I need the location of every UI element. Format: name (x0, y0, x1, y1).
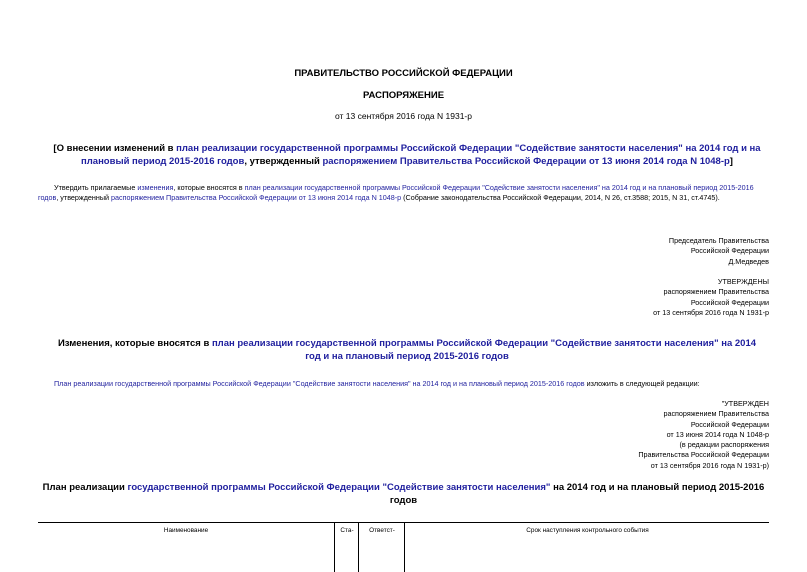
plan-table-header (38, 522, 769, 572)
doc-date: от 13 сентября 2016 года N 1931-р (335, 111, 472, 121)
approved-line: Российской Федерации (690, 297, 769, 307)
doc-type: РАСПОРЯЖЕНИЕ (362, 90, 445, 101)
approved-line: (в редакции распоряжения (679, 440, 769, 450)
changes-para-suffix: изложить в следующей редакции: (584, 379, 700, 388)
approved-line: УТВЕРЖДЕНЫ (717, 277, 769, 286)
table-header-label: Ста- (340, 527, 354, 534)
table-header-deadline (404, 523, 770, 572)
changes-plan-link[interactable]: План реализации государственной программы Российской Федерации "Содействие занятости населения" на 2014 год и на плановый период 2015-2016 годов (54, 379, 585, 388)
plan-title-prefix: План реализации (42, 482, 128, 493)
document-title (52, 142, 762, 168)
body-text-4: (Собрание законодательства Российской Федерации, 2014, N 26, ст.3588; 2015, N 31, ст.4745). (401, 193, 720, 202)
order-link[interactable]: распоряжением Правительства Российской Федерации от 13 июня 2014 года N 1048-р (111, 193, 402, 202)
body-text-3: , утвержденный (56, 193, 112, 202)
approved-block (653, 277, 769, 318)
approved-line: от 13 июня 2014 года N 1048-р (666, 429, 769, 439)
approved-line: "УТВЕРЖДЕН (721, 399, 769, 408)
plan-title-suffix: на 2014 год и на плановый период 2015-2016 годов (389, 482, 765, 506)
approved-line: распоряжением Правительства (663, 409, 769, 419)
changes-link[interactable]: изменения (137, 183, 174, 192)
signature-line: Российской Федерации (690, 246, 769, 256)
title-suffix: ] (729, 156, 733, 167)
title-middle: , утвержденный (244, 156, 323, 167)
approved-redaction-block (638, 399, 769, 471)
changes-paragraph (38, 379, 769, 389)
title-prefix: [О внесении изменений в (53, 143, 177, 154)
approved-line: от 13 сентября 2016 года N 1931-р) (650, 460, 769, 470)
approved-line: от 13 сентября 2016 года N 1931-р (653, 307, 769, 317)
signature-block (669, 236, 769, 267)
table-header-name (38, 523, 334, 572)
body-text-1: Утвердить прилагаемые (54, 183, 138, 192)
body-text-2: , которые вносятся в (173, 183, 245, 192)
org-name: ПРАВИТЕЛЬСТВО РОССИЙСКОЙ ФЕДЕРАЦИИ (294, 68, 513, 79)
body-paragraph (38, 183, 769, 203)
title-plan-link[interactable]: план реализации государственной программы Российской Федерации "Содействие занятости населения" на 2014 год и на плановый период 2015-2016 годов (81, 143, 761, 167)
plan-title-link[interactable]: государственной программы Российской Федерации "Содействие занятости населения" (127, 482, 551, 493)
signature-line: Председатель Правительства (668, 236, 769, 245)
changes-title-prefix: Изменения, которые вносятся в (57, 338, 212, 349)
title-order-link[interactable]: распоряжением Правительства Российской Федерации от 13 июня 2014 года N 1048-р (322, 156, 730, 167)
table-header-status (334, 523, 359, 572)
changes-title-link[interactable]: план реализации государственной программы Российской Федерации "Содействие занятости населения" на 2014 год и на плановый период 2015-2016 годов (211, 338, 757, 362)
table-header-responsible (358, 523, 405, 572)
approved-line: Правительства Российской Федерации (638, 450, 769, 460)
plan-link[interactable]: план реализации государственной программы Российской Федерации "Содействие занятости населения" на 2014 год и на плановый период 2015-2016 годов (38, 183, 754, 202)
table-header-label: Наименование (163, 527, 209, 534)
changes-title (52, 337, 762, 363)
plan-title (38, 481, 769, 507)
table-header-label: Срок наступления контрольного события (526, 527, 649, 534)
approved-line: Российской Федерации (690, 419, 769, 429)
signature-line: Д.Медведев (728, 256, 769, 266)
approved-line: распоряжением Правительства (663, 287, 769, 297)
table-header-label: Ответст- (369, 527, 395, 534)
